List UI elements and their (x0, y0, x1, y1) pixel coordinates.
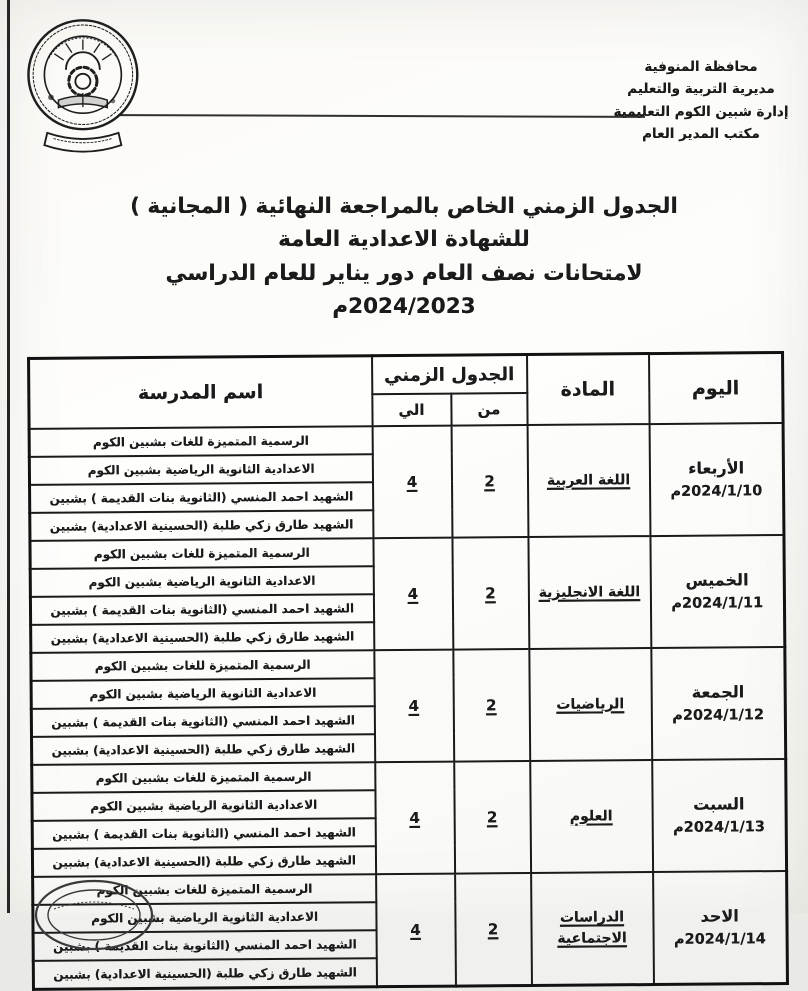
day-cell (650, 535, 785, 648)
schedule-row-group (30, 535, 785, 653)
title-line-1: الجدول الزمني الخاص بالمراجعة النهائية ( المجانية ) (130, 194, 678, 219)
title-line-3: لامتحانات نصف العام دور يناير للعام الدراسي (165, 260, 643, 286)
table-row (29, 423, 783, 457)
schedule-row-group (32, 759, 787, 877)
day-name: الجمعة (691, 682, 745, 702)
school-cell: الرسمية المتميزة للغات بشبين الكوم (33, 874, 376, 905)
schedule-row-group (31, 647, 786, 765)
table-row (32, 759, 786, 793)
day-date: 2024/1/10م (670, 482, 763, 500)
org-line-office: مكتب المدير العام (642, 125, 760, 142)
school-cell: الاعدادية الثانوية الرياضية بشبين الكوم (33, 902, 376, 933)
subject-cell (529, 648, 652, 761)
subject-label: اللغة الانجليزية (538, 583, 641, 601)
school-cell: الرسمية المتميزة للغات بشبين الكوم (30, 538, 373, 569)
school-cell: الشهيد طارق زكي طلبة (الحسينية الاعدادية) بشبين (31, 734, 374, 765)
title-line-year: 2024/2023م (332, 293, 476, 319)
to-value: 4 (407, 584, 419, 603)
col-header-from: من (451, 393, 527, 426)
col-header-day: اليوم (649, 353, 784, 425)
subject-cell (527, 424, 650, 537)
to-value: 4 (406, 472, 418, 491)
subject-cell (530, 760, 653, 873)
from-value: 2 (485, 584, 496, 603)
day-cell (652, 759, 787, 872)
school-cell: الشهيد طارق زكي طلبة (الحسينية الاعدادية) بشبين (30, 510, 373, 541)
to-cell (376, 874, 456, 987)
school-cell: الاعدادية الثانوية الرياضية بشبين الكوم (32, 790, 375, 821)
from-value: 2 (485, 696, 497, 715)
subject-label: الرياضيات (556, 695, 625, 713)
to-cell (374, 650, 454, 763)
day-name: الخميس (685, 570, 749, 590)
subject-label: اللغة العربية (546, 471, 631, 489)
school-cell: الرسمية المتميزة للغات بشبين الكوم (31, 650, 374, 681)
school-cell: الشهيد احمد المنسي (الثانوية بنات القديمة ) بشبين (33, 930, 376, 961)
table-header (29, 353, 784, 429)
scan-fold-line (118, 114, 645, 118)
from-value: 2 (484, 472, 495, 491)
school-cell: الاعدادية الثانوية الرياضية بشبين الكوم (30, 566, 373, 597)
day-name: الاحد (700, 906, 739, 926)
school-cell: الشهيد طارق زكي طلبة (الحسينية الاعدادية) بشبين (32, 846, 375, 877)
school-cell: الشهيد احمد المنسي (الثانوية بنات القديمة ) بشبين (31, 706, 374, 737)
to-cell (372, 426, 452, 539)
school-cell: الشهيد طارق زكي طلبة (الحسينية الاعدادية) بشبين (33, 958, 376, 989)
school-cell: الشهيد احمد المنسي (الثانوية بنات القديمة ) بشبين (32, 818, 375, 849)
from-cell (451, 425, 528, 538)
col-header-schedule: الجدول الزمني (372, 355, 527, 395)
schedule-row-group (29, 423, 784, 541)
school-cell: الاعدادية الثانوية الرياضية بشبين الكوم (29, 454, 372, 485)
day-cell (651, 647, 786, 760)
ministry-logo-icon (20, 10, 142, 162)
school-cell: الرسمية المتميزة للغات بشبين الكوم (32, 762, 375, 793)
col-header-subject: المادة (527, 354, 650, 425)
org-header (602, 56, 800, 145)
day-name: السبت (693, 794, 745, 814)
school-cell: الرسمية المتميزة للغات بشبين الكوم (29, 426, 372, 457)
org-line-administration: إدارة شبين الكوم التعليمية (613, 103, 789, 120)
day-cell (653, 871, 788, 985)
day-cell (649, 423, 784, 536)
day-date: 2024/1/11م (671, 594, 764, 612)
org-line-governorate: محافظة المنوفية (644, 59, 758, 75)
day-date: 2024/1/12م (672, 706, 765, 724)
scan-edge-line (7, 0, 10, 913)
table-row (30, 535, 784, 569)
table-row (31, 647, 785, 681)
round-stamp-icon (24, 873, 164, 913)
subject-label: الدراسات الاجتماعية (557, 909, 627, 947)
to-cell (375, 762, 455, 875)
org-line-directorate: مديرية التربية والتعليم (627, 81, 775, 98)
header-row-1 (29, 353, 783, 397)
to-value: 4 (409, 808, 420, 827)
school-cell: الشهيد طارق زكي طلبة (الحسينية الاعدادية) بشبين (31, 622, 374, 653)
day-date: 2024/1/13م (672, 818, 765, 836)
from-cell (454, 761, 531, 874)
from-cell (453, 649, 530, 762)
to-value: 4 (410, 920, 421, 939)
col-header-to: الي (372, 394, 451, 427)
from-cell (455, 873, 532, 986)
day-date: 2024/1/14م (673, 930, 766, 948)
day-name: الأربعاء (688, 458, 745, 478)
school-cell: الشهيد احمد المنسي (الثانوية بنات القديمة ) بشبين (30, 594, 373, 625)
subject-label: العلوم (569, 807, 613, 825)
school-cell: الشهيد احمد المنسي (الثانوية بنات القديمة ) بشبين (30, 482, 373, 513)
document-title (30, 190, 778, 323)
to-cell (373, 538, 453, 651)
to-value: 4 (408, 696, 420, 715)
from-cell (452, 537, 529, 650)
school-cell: الاعدادية الثانوية الرياضية بشبين الكوم (31, 678, 374, 709)
col-header-school: اسم المدرسة (29, 356, 373, 429)
from-value: 2 (487, 920, 499, 939)
subject-cell (528, 536, 651, 649)
title-line-2: للشهادة الاعدادية العامة (278, 227, 530, 253)
subject-cell (531, 872, 654, 985)
from-value: 2 (486, 808, 498, 827)
